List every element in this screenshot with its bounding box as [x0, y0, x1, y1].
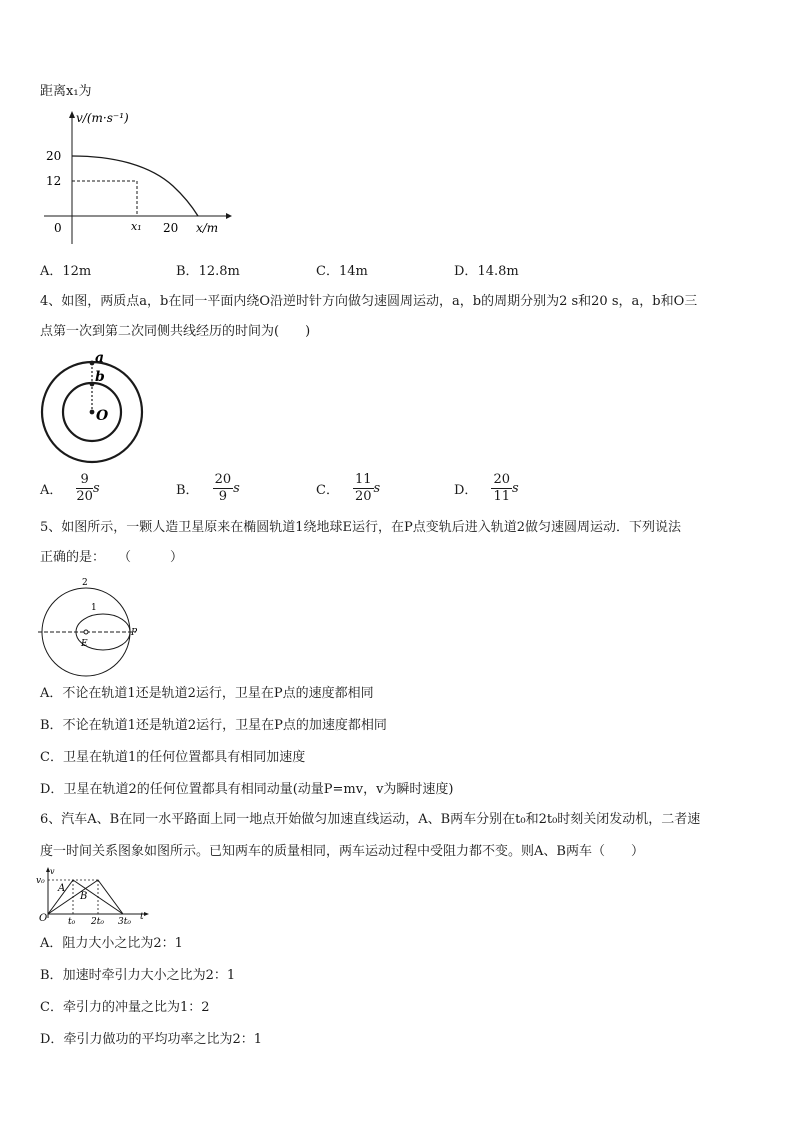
q5-option-d[interactable]: D．卫星在轨道2的任何位置都具有相同动量(动量P=mv，v为瞬时速度)	[40, 782, 454, 797]
q6-option-d[interactable]: D．牵引力做功的平均功率之比为2：1	[40, 1032, 262, 1047]
q4-option-b[interactable]: B． $\frac{20}{9}$ s	[176, 472, 240, 504]
q3-velocity-curve	[72, 156, 198, 216]
q3-option-a[interactable]: A．12m	[40, 264, 92, 279]
q6-label-b: B	[80, 891, 88, 902]
q3-x-tick-20: 20	[163, 221, 179, 235]
q3-velocity-displacement-graph	[36, 106, 256, 248]
q3-option-c[interactable]: C．14m	[316, 264, 368, 279]
q5-option-a[interactable]: A．不论在轨道1还是轨道2运行，卫星在P点的速度都相同	[40, 686, 374, 701]
q3-x-axis-label: x/m	[196, 221, 219, 235]
q4-circular-orbits-figure	[38, 350, 150, 465]
q4-options	[40, 470, 760, 514]
q6-t-axis-label: t	[140, 912, 144, 922]
q3-y-tick-20: 20	[46, 149, 62, 163]
q4-option-c-fraction: $\frac{11}{20}$	[354, 472, 372, 504]
q6-2t0-label: 2t₀	[91, 917, 104, 927]
question-4-line-1: 4、如图，两质点a，b在同一平面内绕O沿逆时针方向做匀速圆周运动，a，b的周期分别为2 s和20 s，a，b和O三	[40, 294, 698, 309]
q3-y-axis-arrow	[69, 111, 75, 118]
question-5-line-1: 5、如图所示，一颗人造卫星原来在椭圆轨道1绕地球E运行，在P点变轨后进入轨道2做匀速圆周运动．下列说法	[40, 520, 682, 535]
q5-option-b[interactable]: B．不论在轨道1还是轨道2运行，卫星在P点的加速度都相同	[40, 718, 387, 733]
q5-label-p: P	[131, 628, 138, 638]
question-4-line-2: 点第一次到第二次同侧共线经历的时间为( )	[40, 324, 311, 339]
q4-label-a: a	[95, 350, 105, 366]
q6-v0-label: v₀	[36, 876, 45, 886]
q6-t0-label: t₀	[68, 917, 76, 927]
q6-t-axis-arrow	[144, 912, 149, 916]
q3-option-d[interactable]: D．14.8m	[454, 264, 519, 279]
q3-x-tick-0: 0	[54, 221, 62, 235]
q4-label-o: O	[96, 408, 109, 424]
q4-option-d[interactable]: D． $\frac{20}{11}$ s	[454, 472, 519, 504]
q5-label-1: 1	[91, 603, 97, 613]
q6-option-c[interactable]: C．牵引力的冲量之比为1：2	[40, 1000, 210, 1015]
q5-earth-e	[84, 630, 88, 634]
q4-label-b: b	[95, 369, 105, 385]
q3-option-b[interactable]: B．12.8m	[176, 264, 240, 279]
q6-option-a[interactable]: A．阻力大小之比为2：1	[40, 936, 183, 951]
q3-x-tick-x1: x₁	[131, 220, 142, 233]
q4-option-a[interactable]: A． $\frac{9}{20}$ s	[40, 472, 100, 504]
question-3-tail: 距离x₁为	[40, 84, 92, 99]
q4-point-b	[90, 382, 95, 387]
question-6-line-1: 6、汽车A、B在同一水平路面上同一地点开始做匀加速直线运动，A、B两车分别在t₀和2t₀时刻关闭发动机，二者速	[40, 812, 701, 827]
q4-option-d-fraction: $\frac{20}{11}$	[493, 472, 510, 504]
q5-option-c[interactable]: C．卫星在轨道1的任何位置都具有相同加速度	[40, 750, 306, 765]
q4-point-o	[90, 410, 95, 415]
question-6-line-2: 度一时间关系图象如图所示。已知两车的质量相同，两车运动过程中受阻力都不变。则A、B两车（ ）	[40, 844, 644, 859]
question-5-line-2: 正确的是： （ ）	[40, 550, 184, 565]
q6-origin-label: O	[39, 913, 48, 924]
q5-satellite-orbit-figure	[36, 576, 148, 680]
q5-label-2: 2	[82, 578, 88, 588]
q3-options	[40, 260, 760, 282]
q3-y-tick-12: 12	[46, 174, 62, 188]
q6-v-axis-label: v	[50, 867, 55, 876]
q5-label-e: E	[81, 639, 88, 649]
q6-option-b[interactable]: B．加速时牵引力大小之比为2：1	[40, 968, 236, 983]
q4-option-a-fraction: $\frac{9}{20}$	[76, 472, 93, 504]
q6-velocity-time-graph	[36, 866, 156, 928]
q6-3t0-label: 3t₀	[118, 917, 131, 927]
q4-option-c[interactable]: C． $\frac{11}{20}$ s	[316, 472, 381, 504]
q4-point-a	[90, 361, 95, 366]
q3-y-axis-label: v/(m·s⁻¹)	[76, 111, 129, 125]
q4-option-b-fraction: $\frac{20}{9}$	[214, 472, 232, 504]
q6-label-a: A	[58, 883, 66, 894]
q3-x-axis-arrow	[226, 213, 232, 219]
